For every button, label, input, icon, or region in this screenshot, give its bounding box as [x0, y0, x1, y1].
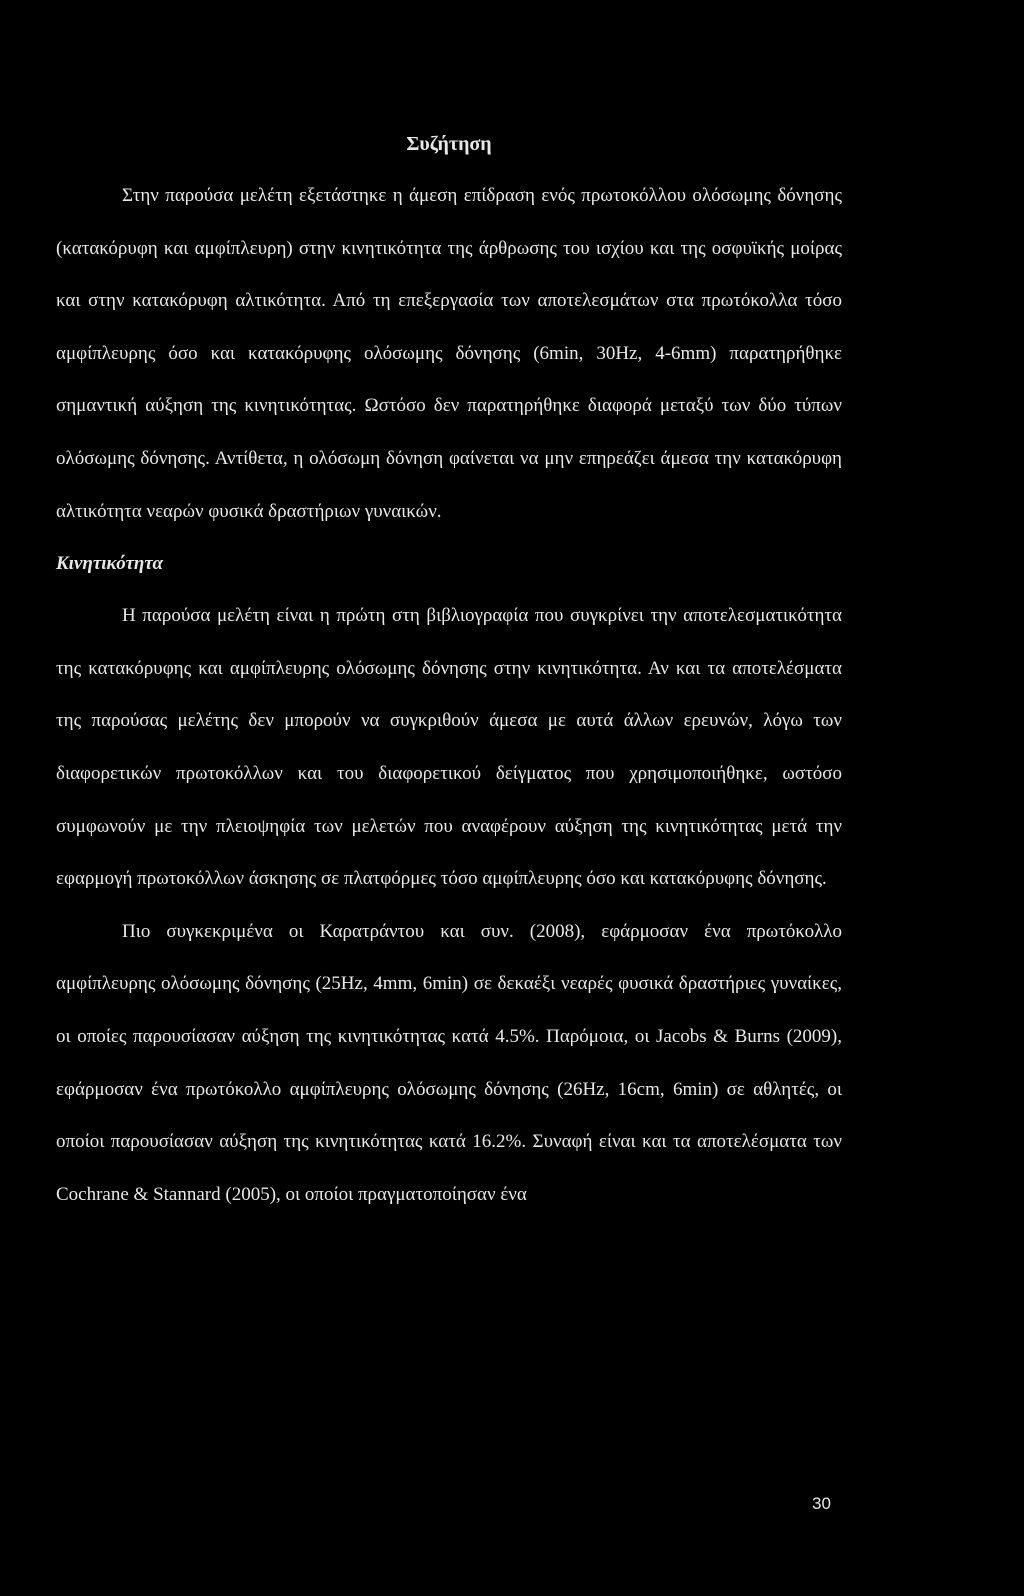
intro-paragraph: Στην παρούσα μελέτη εξετάστηκε η άμεση επίδραση ενός πρωτοκόλλου ολόσωμης δόνησης (κατακόρυφη και αμφίπλευρη) στην κινητικότητα της άρθρωσης του ισχίου και της οσφυϊκής μοίρας και στην κατακόρυφη αλτικότητα. Από τη επεξεργασία των αποτελεσμάτων στα πρωτόκολλα τόσο αμφίπλευρης όσο και κατακόρυφης ολόσωμης δόνησης (6min, 30Hz, 4-6mm) παρατηρήθηκε σημαντική αύξηση της κινητικότητας. Ωστόσο δεν παρατηρήθηκε διαφορά μεταξύ των δύο τύπων ολόσωμης δόνησης. Αντίθετα, η ολόσωμη δόνηση φαίνεται να μην επηρεάζει άμεσα την κατακόρυφη αλτικότητα νεαρών φυσικά δραστήριων γυναικών. — [56, 185, 842, 522]
document-page — [56, 118, 842, 1221]
subsection-heading: Κινητικότητα — [56, 553, 163, 575]
section-heading: Συζήτηση — [406, 133, 492, 155]
page-number: 30 — [812, 1494, 831, 1513]
mobility-paragraph-1: Η παρούσα μελέτη είναι η πρώτη στη βιβλιογραφία που συγκρίνει την αποτελεσματικότητα της κατακόρυφης και αμφίπλευρης ολόσωμης δόνησης στην κινητικότητα. Αν και τα αποτελέσματα της παρούσας μελέτης δεν μπορούν να συγκριθούν άμεσα με αυτά άλλων ερευνών, λόγω των διαφορετικών πρωτοκόλλων και του διαφορετικού δείγματος που χρησιμοποιήθηκε, ωστόσο συμφωνούν με την πλειοψηφία των μελετών που αναφέρουν αύξηση της κινητικότητας μετά την εφαρμογή πρωτοκόλλων άσκησης σε πλατφόρμες τόσο αμφίπλευρης όσο και κατακόρυφης δόνησης. — [56, 605, 842, 890]
mobility-paragraph-2: Πιο συγκεκριμένα οι Καρατράντου και συν. (2008), εφάρμοσαν ένα πρωτόκολλο αμφίπλευρης ολόσωμης δόνησης (25Hz, 4mm, 6min) σε δεκαέξι νεαρές φυσικά δραστήριες γυναίκες, οι οποίες παρουσίασαν αύξηση της κινητικότητας κατά 4.5%. Παρόμοια, οι Jacobs & Burns (2009), εφάρμοσαν ένα πρωτόκολλο αμφίπλευρης ολόσωμης δόνησης (26Hz, 16cm, 6min) σε αθλητές, οι οποίοι παρουσίασαν αύξηση της κινητικότητας κατά 16.2%. Συναφή είναι και τα αποτελέσματα των Cochrane & Stannard (2005), οι οποίοι πραγματοποίησαν ένα — [56, 920, 842, 1205]
